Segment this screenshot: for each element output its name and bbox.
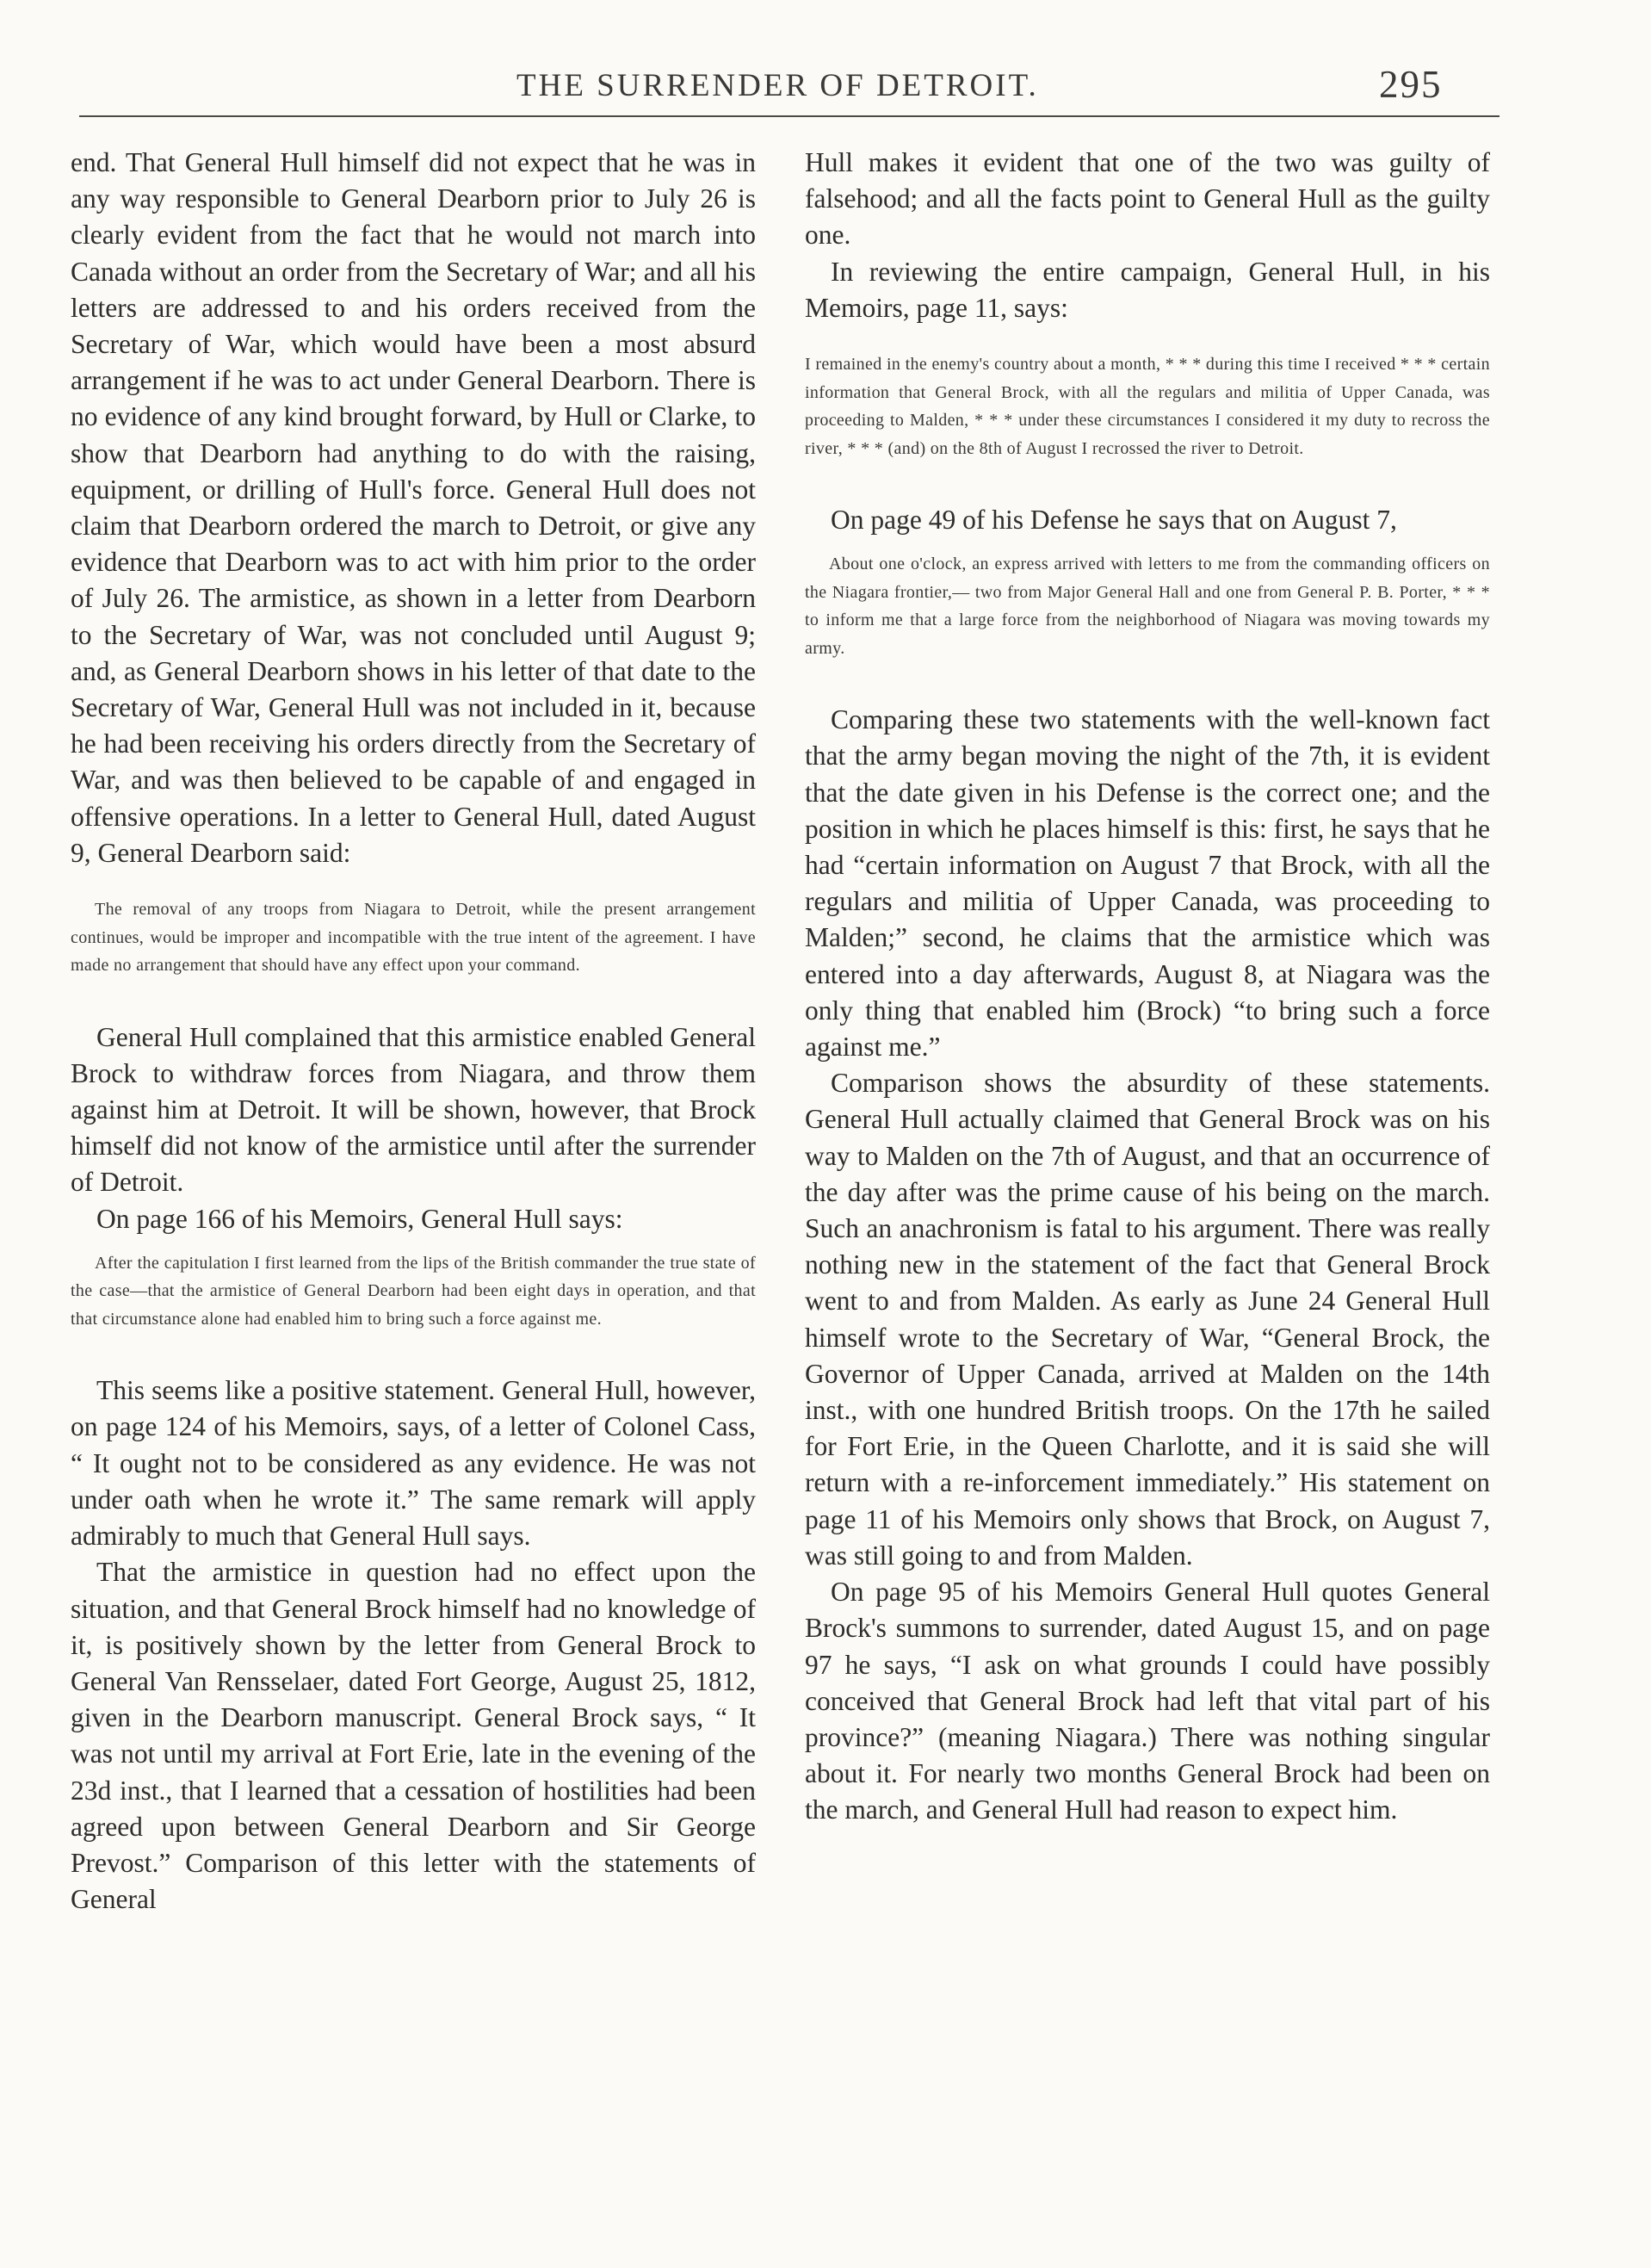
spacer (805, 662, 1490, 702)
paragraph: On page 166 of his Memoirs, General Hull says: (96, 1203, 623, 1234)
paragraph: On page 95 of his Memoirs General Hull quotes General Brock's summons to surrender, dated August 15, and on page 97 he says, “I ask on what grounds I could have possibly conceived that General Brock had left that vital part of his province?” (meaning Niagara.) There was nothing singular about it. For nearly two months General Brock had been on the march, and General Hull had reason to expect him. (805, 1577, 1490, 1825)
paragraph: Comparing these two statements with the well-known fact that the army began moving the night of the 7th, it is evident that the date given in his Defense is the correct one; and the position in which he places himself is this: first, he says that he had “certain information on August 7 that Brock, with all the regulars and militia of Upper Canada, was proceeding to Malden;” second, he claims that the armistice which was entered into a day afterwards, August 8, at Niagara was the only thing that enabled him (Brock) “to bring such a force against me.” (805, 704, 1490, 1063)
paragraph: This seems like a positive statement. General Hull, however, on page 124 of his Memoirs, says, of a letter of Colonel Cass, “ It ought not to be considered as any evidence. He was not under oath when he wrote it.” The same remark will apply admirably to much that General Hull says. (71, 1375, 756, 1552)
spacer (71, 871, 756, 895)
paragraph: On page 49 of his Defense he says that on August 7, (831, 505, 1397, 536)
right-column (805, 145, 1490, 2246)
block-quote: I remained in the enemy's country about a month, * * * during this time I received * * * certain information that General Brock, with all the regulars and militia of Upper Canada, was proceeding to Malden, * * * under these circumstances I considered it my duty to recross the river, * * * (and) on the 8th of August I recrossed the river to Detroit. (805, 355, 1490, 458)
spacer (71, 1237, 756, 1249)
paragraph: end. That General Hull himself did not expect that he was in any way responsible to General Dearborn prior to July 26 is clearly evident from the fact that he would not march into Canada without an order from the Secretary of War; and all his letters are addressed to and his orders received from the Secretary of War, which would have been a most absurd arrangement if he was to act under General Dearborn. There is no evidence of any kind brought forward, by Hull or Clarke, to show that Dearborn had anything to do with the raising, equipment, or drilling of Hull's force. General Hull does not claim that Dearborn ordered the march to Detroit, or give any evidence that Dearborn was to act with him prior to the order of July 26. The armistice, as shown in a letter from Dearborn to the Secretary of War, was not concluded until August 9; and, as General Dearborn shows in his letter of that date to the Secretary of War, General Hull was not included in it, because he had been receiving his orders directly from the Secretary of War, and was then believed to be capable of and engaged in offensive operations. In a letter to General Hull, dated August 9, General Dearborn said: (71, 147, 756, 868)
page-number: 295 (1379, 63, 1443, 106)
spacer (71, 1333, 756, 1373)
paragraph: That the armistice in question had no effect upon the situation, and that General Brock himself had no knowledge of it, is positively shown by the letter from General Brock to General Van Rensselaer, dated Fort George, August 25, 1812, given in the Dearborn manuscript. General Brock says, “ It was not until my arrival at Fort Erie, late in the evening of the 23d inst., that I learned that a cessation of hostilities had been agreed upon between General Dearborn and Sir George Prevost.” Comparison of this letter with the statements of General (71, 1557, 756, 1915)
paragraph: In reviewing the entire campaign, General Hull, in his Memoirs, page 11, says: (805, 256, 1490, 323)
block-quote: About one o'clock, an express arrived with letters to me from the commanding officers on the Niagara frontier,— two from Major General Hall and one from General P. B. Porter, * * * to inform me that a large force from the neighborhood of Niagara was moving towards my army. (805, 555, 1490, 658)
spacer (805, 538, 1490, 550)
left-column (71, 145, 756, 2246)
running-title: THE SURRENDER OF DETROIT. (516, 68, 1039, 103)
spacer (71, 980, 756, 1019)
block-quote: After the capitulation I first learned from the lips of the British commander the true state of the case—that the armistice of General Dearborn had been eight days in operation, and that that circumstance alone had enabled him to bring such a force against me. (71, 1253, 756, 1329)
spacer (805, 462, 1490, 502)
running-head (0, 0, 1651, 129)
spacer (805, 326, 1490, 350)
paragraph: Hull makes it evident that one of the two was guilty of falsehood; and all the facts point to General Hull as the guilty one. (805, 147, 1490, 251)
paragraph: General Hull complained that this armistice enabled General Brock to withdraw forces from Niagara, and throw them against him at Detroit. It will be shown, however, that Brock himself did not know of the armistice until after the surrender of Detroit. (71, 1021, 756, 1198)
block-quote: The removal of any troops from Niagara to Detroit, while the present arrangement continues, would be improper and incompatible with the true intent of the agreement. I have made no arrangement that should have any effect upon your command. (71, 900, 756, 976)
header-rule (79, 115, 1500, 117)
paragraph: Comparison shows the absurdity of these statements. General Hull actually claimed that General Brock was on his way to Malden on the 7th of August, and that an occurrence of the day after was the prime cause of his being on the march. Such an anachronism is fatal to his argument. There was really nothing new in the statement of the fact that General Brock went to and from Malden. As early as June 24 General Hull himself wrote to the Secretary of War, “General Brock, the Governor of Upper Canada, arrived at Malden on the 14th inst., with one hundred British troops. On the 17th he sailed for Fort Erie, in the Queen Charlotte, and it is said she will return with a re-inforcement immediately.” His statement on page 11 of his Memoirs only shows that Brock, on August 7, was still going to and from Malden. (805, 1068, 1490, 1571)
